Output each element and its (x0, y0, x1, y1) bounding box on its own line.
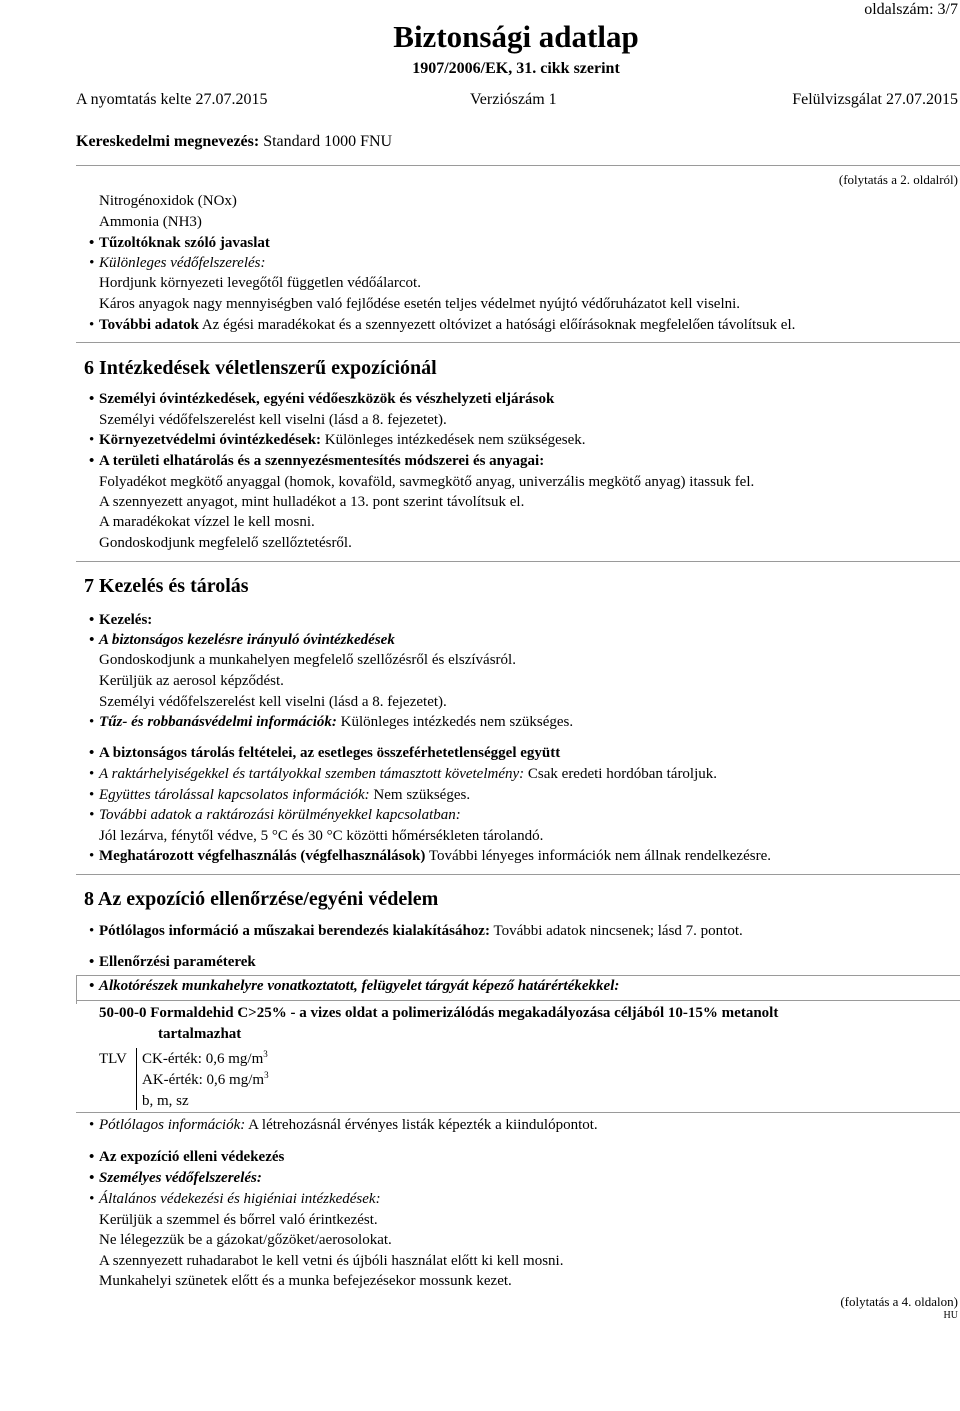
additional-info (99, 1115, 598, 1135)
safe-handling-label: • A biztonságos kezelésre irányuló óvintézkedések (99, 630, 395, 650)
further-info-text: Az égési maradékokat és a szennyezett oltóvizet a hatósági előírásoknak megfelelően távolítsuk el. (198, 317, 796, 333)
technical-info-label: Pótlólagos információ a műszakai berendezés kialakításához: (99, 923, 490, 939)
joint-storage-label: Együttes tárolással kapcsolatos információk: (99, 787, 370, 803)
text-line: A maradékokat vízzel le kell mosni. (99, 514, 315, 530)
divider (76, 561, 960, 562)
text-line: Ammonia (NH3) (99, 214, 202, 230)
technical-info-text: További adatok nincsenek; lásd 7. pontot. (489, 923, 743, 939)
containment-methods-label: • A területi elhatárolás és a szennyezésmentesítés módszerei és anyagai: (99, 451, 544, 471)
substance-name: 50-00-0 Formaldehid C>25% - a vizes oldat a polimerizálódás megakadályozása céljából 10-15% metanolt (99, 1005, 779, 1021)
text-line: Ne lélegezzük be a gázokat/gőzöket/aerosolokat. (99, 1232, 392, 1248)
print-date: A nyomtatás kelte 27.07.2015 (76, 91, 268, 108)
text-line: Jól lezárva, fénytől védve, 5 °C és 30 °C közötti hőmérsékleten tárolandó. (99, 828, 544, 844)
divider (76, 165, 960, 166)
unit-exponent: 3 (263, 1049, 268, 1059)
divider (76, 1000, 960, 1001)
joint-storage-text: Nem szükséges. (369, 787, 471, 803)
end-use-label: Meghatározott végfelhasználás (végfelhasználások) (99, 848, 426, 864)
tlv-ak-text: AK-érték: 0,6 mg/m (142, 1072, 265, 1088)
fire-explosion-text: Különleges intézkedés nem szükséges. (336, 714, 574, 730)
env-precautions-label: Környezetvédelmi óvintézkedések: (99, 432, 322, 448)
joint-storage (99, 785, 470, 805)
tlv-ck (142, 1049, 268, 1069)
additional-info-label: Pótlólagos információk: (99, 1117, 246, 1133)
firefighter-advice-label: • Tűzoltóknak szóló javaslat (99, 233, 270, 253)
tlv-ak (142, 1070, 269, 1090)
fire-explosion-info (99, 712, 573, 732)
storage-conditions-label: • A biztonságos tárolás feltételei, az esetleges összeférhetetlenséggel együtt (99, 743, 560, 763)
language-code: HU (943, 1310, 958, 1321)
further-info (99, 315, 795, 335)
text-line: Folyadékot megkötő anyaggal (homok, kovaföld, savmegkötő anyag, univerzális megkötő anyag) itassuk fel. (99, 474, 755, 490)
substance-name-cont: tartalmazhat (158, 1026, 242, 1042)
page-number: oldalszám: 3/7 (864, 1, 958, 18)
trade-name (76, 132, 392, 152)
trade-name-label: Kereskedelmi megnevezés: (76, 133, 260, 150)
continued-from: (folytatás a 2. oldalról) (838, 172, 958, 187)
text-line: Kerüljük az aerosol képződést. (99, 673, 284, 689)
tlv-divider (136, 1048, 137, 1110)
exposure-controls-label: • Az expozíció elleni védekezés (99, 1147, 284, 1167)
personal-protection-label: • Személyes védőfelszerelés: (99, 1168, 262, 1188)
text-line: A szennyezett ruhadarabot le kell vetni és újbóli használat előtt ki kell mosni. (99, 1253, 564, 1269)
additional-info-text: A létrehozásnál érvényes listák képezték a kiindulópontot. (245, 1117, 598, 1133)
fire-explosion-label: Tűz- és robbanásvédelmi információk: (99, 714, 337, 730)
section-heading: 7 Kezelés és tárolás (84, 575, 249, 597)
section-heading: 6 Intézkedések véletlenszerű expozíciónál (84, 357, 437, 379)
trade-name-value: Standard 1000 FNU (263, 133, 393, 150)
technical-info (99, 921, 743, 941)
hygiene-measures-label: • Általános védekezési és higiéniai intézkedések: (99, 1189, 381, 1209)
env-precautions-text: Különleges intézkedések nem szükségesek. (321, 432, 586, 448)
text-line: Személyi védőfelszerelést kell viselni (lásd a 8. fejezetet). (99, 694, 447, 710)
warehouse-label: A raktárhelyiségekkel és tartályokkal szemben támasztott követelmény: (99, 766, 525, 782)
text-line: Hordjunk környezeti levegőtől független védőálarcot. (99, 275, 421, 291)
text-line: Káros anyagok nagy mennyiségben való fejlődése esetén teljes védelmet nyújtó védőruházatot kell viselni. (99, 296, 741, 312)
control-parameters-label: • Ellenőrzési paraméterek (99, 952, 256, 972)
tlv-ck-text: CK-érték: 0,6 mg/m (142, 1051, 264, 1067)
env-precautions (99, 430, 586, 450)
warehouse-text: Csak eredeti hordóban tároljuk. (524, 766, 718, 782)
text-line: Gondoskodjunk a munkahelyen megfelelő szellőzésről és elszívásról. (99, 652, 516, 668)
specific-end-use (99, 846, 771, 866)
components-label: • Alkotórészek munkahelyre vonatkoztatott, felügyelet tárgyát képező határértékekkel: (99, 976, 619, 996)
section-heading: 8 Az expozíció ellenőrzése/egyéni védelem (84, 888, 439, 910)
divider (76, 1112, 960, 1113)
personal-precautions-label: • Személyi óvintézkedések, egyéni védőeszközök és vészhelyzeti eljárások (99, 389, 554, 409)
warehouse-requirements (99, 764, 717, 784)
further-info-label: További adatok (99, 317, 199, 333)
text-line: Munkahelyi szünetek előtt és a munka befejezésekor mossunk kezet. (99, 1273, 512, 1289)
unit-exponent: 3 (264, 1070, 269, 1080)
text-line: A szennyezett anyagot, mint hulladékot a 13. pont szerint távolítsuk el. (99, 494, 525, 510)
continued-on: (folytatás a 4. oldalon) (840, 1294, 958, 1309)
tlv-notes: b, m, sz (142, 1093, 189, 1109)
document-title: Biztonsági adatlap (393, 19, 639, 54)
revision-date: Felülvizsgálat 27.07.2015 (792, 91, 958, 108)
text-line: Személyi védőfelszerelést kell viselni (lásd a 8. fejezetet). (99, 412, 447, 428)
text-line: Nitrogénoxidok (NOx) (99, 193, 237, 209)
version: Verziószám 1 (470, 91, 557, 108)
text-line: Gondoskodjunk megfelelő szellőztetésről. (99, 535, 352, 551)
special-ppe-label: • Különleges védőfelszerelés: (99, 253, 265, 273)
divider (76, 342, 960, 343)
storage-further-label: • További adatok a raktározási körülményekkel kapcsolatban: (99, 805, 461, 825)
document-subtitle: 1907/2006/EK, 31. cikk szerint (412, 60, 620, 77)
divider (76, 874, 960, 875)
handling-label: • Kezelés: (99, 610, 152, 630)
text-line: Kerüljük a szemmel és bőrrel való érintkezést. (99, 1212, 378, 1228)
end-use-text: További lényeges információk nem állnak rendelkezésre. (425, 848, 771, 864)
tlv-label: TLV (99, 1051, 127, 1067)
